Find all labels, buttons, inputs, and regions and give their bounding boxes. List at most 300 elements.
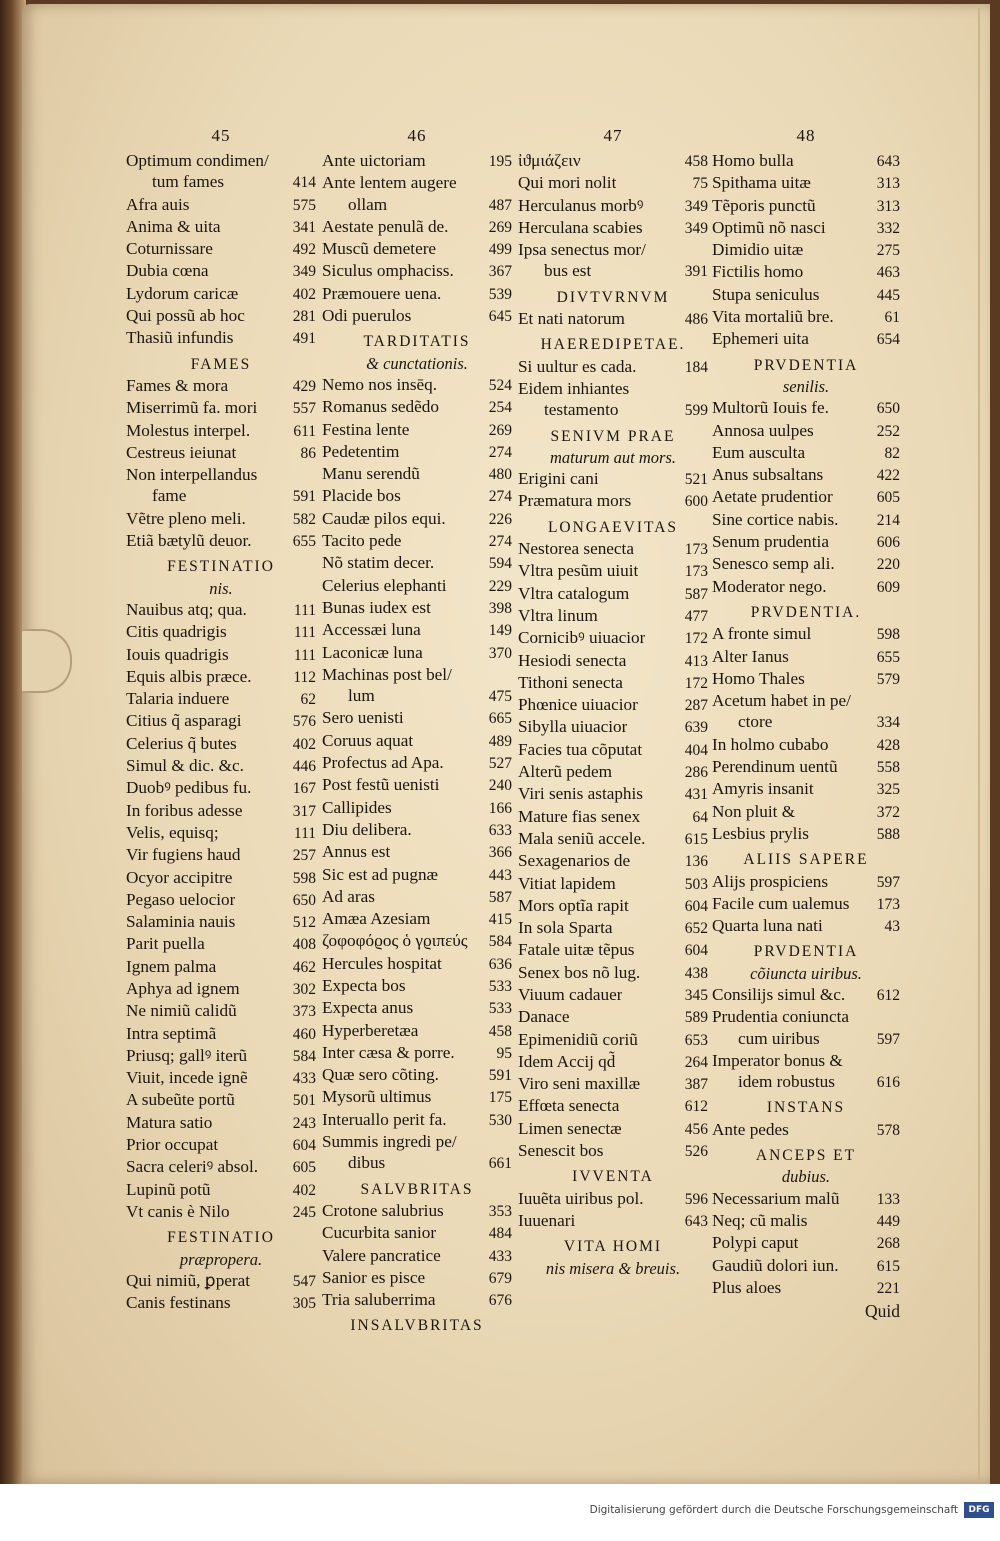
entry-text: Lydorum caricæ bbox=[126, 283, 239, 303]
entry-page-number: 530 bbox=[488, 1111, 512, 1129]
entry-text: Canis festinans bbox=[126, 1293, 231, 1313]
entry-text: Vt canis è Nilo bbox=[126, 1201, 230, 1221]
entry-text: A subeũte portũ bbox=[126, 1090, 235, 1110]
index-entry bbox=[322, 1020, 512, 1042]
entry-text: dibus bbox=[348, 1153, 386, 1173]
index-entry bbox=[518, 378, 708, 399]
index-entry bbox=[322, 730, 512, 752]
entry-page-number: 604 bbox=[684, 942, 708, 960]
entry-text: Sanior es pisce bbox=[322, 1267, 426, 1287]
entry-page-number: 274 bbox=[488, 443, 512, 461]
entry-page-number: 654 bbox=[876, 331, 900, 349]
entry-text: Ignem palma bbox=[126, 956, 217, 976]
entry-page-number: 62 bbox=[300, 691, 316, 709]
index-entry bbox=[322, 1267, 512, 1289]
entry-page-number: 596 bbox=[684, 1190, 708, 1208]
index-entry bbox=[322, 1042, 512, 1064]
entry-text: Vẽtre pleno meli. bbox=[126, 508, 246, 528]
index-entry-continuation bbox=[322, 194, 512, 216]
section-heading: LONGAEVITAS bbox=[547, 518, 679, 536]
entry-page-number: 433 bbox=[488, 1247, 512, 1265]
index-entry-continuation bbox=[518, 399, 708, 421]
page-leaf bbox=[22, 4, 990, 1484]
index-entry bbox=[126, 1201, 316, 1223]
index-entry bbox=[126, 442, 316, 464]
index-entry bbox=[322, 441, 512, 463]
entry-text: Machinas post bel/ bbox=[322, 664, 452, 684]
entry-page-number: 578 bbox=[876, 1121, 900, 1139]
index-entry bbox=[712, 1006, 900, 1027]
entry-text: Etiã bætylũ deuor. bbox=[126, 531, 252, 551]
entry-text: Equis albis præce. bbox=[126, 666, 252, 686]
entry-text: Vitiat lapidem bbox=[518, 873, 616, 893]
index-entry bbox=[518, 716, 708, 738]
entry-page-number: 492 bbox=[292, 241, 316, 259]
entry-page-number: 286 bbox=[684, 764, 708, 782]
index-entry bbox=[126, 599, 316, 621]
index-entry bbox=[126, 621, 316, 643]
index-entry bbox=[712, 284, 900, 306]
entry-text: Annosa uulpes bbox=[712, 420, 814, 440]
entry-page-number: 172 bbox=[684, 630, 708, 648]
entry-page-number: 167 bbox=[292, 780, 316, 798]
index-entry bbox=[126, 710, 316, 732]
index-entry bbox=[322, 953, 512, 975]
index-entry bbox=[518, 672, 708, 694]
entry-text: Cucurbita sanior bbox=[322, 1223, 437, 1243]
index-entry bbox=[322, 797, 512, 819]
entry-page-number: 349 bbox=[684, 197, 708, 215]
entry-page-number: 112 bbox=[293, 668, 316, 686]
entry-page-number: 539 bbox=[488, 285, 512, 303]
entry-text: Nemo nos insēq. bbox=[322, 374, 438, 394]
page-edge bbox=[978, 8, 980, 1488]
entry-text: Valere pancratice bbox=[322, 1245, 441, 1265]
entry-page-number: 431 bbox=[684, 786, 708, 804]
entry-page-number: 612 bbox=[876, 986, 900, 1004]
entry-text: Crotone salubrius bbox=[322, 1200, 444, 1220]
entry-page-number: 136 bbox=[684, 853, 708, 871]
index-entry bbox=[322, 752, 512, 774]
entry-page-number: 221 bbox=[876, 1279, 900, 1297]
entry-text: Intra septimã bbox=[126, 1023, 217, 1043]
index-entry bbox=[322, 597, 512, 619]
entry-page-number: 484 bbox=[488, 1225, 512, 1243]
index-entry bbox=[126, 1089, 316, 1111]
index-entry bbox=[518, 605, 708, 627]
index-column-46 bbox=[322, 122, 512, 1337]
entry-page-number: 402 bbox=[292, 1181, 316, 1199]
entry-page-number: 95 bbox=[496, 1044, 512, 1062]
section-subheading: maturum aut mors. bbox=[549, 447, 677, 467]
index-entry bbox=[322, 619, 512, 641]
entry-text: Herculanus morbꝰ bbox=[518, 195, 644, 215]
index-entry bbox=[322, 238, 512, 260]
index-entry bbox=[126, 464, 316, 485]
entry-text: Mysorũ ultimus bbox=[322, 1087, 432, 1107]
entry-page-number: 111 bbox=[293, 601, 316, 619]
entry-page-number: 275 bbox=[876, 242, 900, 260]
entry-page-number: 503 bbox=[684, 875, 708, 893]
entry-text: lum bbox=[348, 686, 375, 706]
entry-text: ἰϑμιάζειν bbox=[518, 151, 581, 170]
section-heading: INSALVBRITAS bbox=[350, 1317, 484, 1335]
entry-page-number: 391 bbox=[684, 263, 708, 281]
entry-text: Expecta bos bbox=[322, 975, 406, 995]
entry-page-number: 166 bbox=[488, 799, 512, 817]
entry-page-number: 184 bbox=[684, 358, 708, 376]
index-entry bbox=[712, 531, 900, 553]
entry-text: idem robustus bbox=[738, 1072, 835, 1092]
entry-page-number: 173 bbox=[876, 895, 900, 913]
entry-text: Ephemeri uita bbox=[712, 329, 809, 349]
entry-page-number: 655 bbox=[876, 648, 900, 666]
index-entry bbox=[322, 283, 512, 305]
entry-page-number: 370 bbox=[488, 644, 512, 662]
entry-text: Romanus sedẽdo bbox=[322, 397, 439, 417]
index-entry bbox=[712, 734, 900, 756]
entry-page-number: 611 bbox=[293, 422, 316, 440]
entry-page-number: 366 bbox=[488, 844, 512, 862]
entry-page-number: 587 bbox=[488, 888, 512, 906]
entry-page-number: 61 bbox=[884, 309, 900, 327]
entry-page-number: 665 bbox=[488, 710, 512, 728]
entry-page-number: 598 bbox=[876, 626, 900, 644]
entry-page-number: 475 bbox=[488, 688, 512, 706]
section-heading: ANCEPS ET bbox=[755, 1147, 857, 1165]
entry-text: Manu serendũ bbox=[322, 464, 420, 484]
entry-text: Limen senectæ bbox=[518, 1118, 622, 1138]
index-entry bbox=[518, 1029, 708, 1051]
entry-page-number: 645 bbox=[488, 308, 512, 326]
entry-text: Acetum habet in pe/ bbox=[712, 691, 851, 711]
entry-page-number: 512 bbox=[292, 914, 316, 932]
section-heading: FESTINATIO bbox=[167, 558, 275, 576]
index-entry bbox=[126, 1000, 316, 1022]
entry-page-number: 521 bbox=[684, 471, 708, 489]
index-entry bbox=[712, 1210, 900, 1232]
index-entry bbox=[518, 739, 708, 761]
entry-text: Sine cortice nabis. bbox=[712, 509, 839, 529]
index-entry bbox=[712, 823, 900, 845]
entry-text: Bunas iudex est bbox=[322, 597, 431, 617]
index-entry bbox=[322, 1086, 512, 1108]
entry-page-number: 598 bbox=[292, 869, 316, 887]
index-entry bbox=[518, 195, 708, 217]
index-entry bbox=[518, 490, 708, 512]
entry-page-number: 594 bbox=[488, 555, 512, 573]
index-entry bbox=[322, 485, 512, 507]
entry-text: ctore bbox=[738, 712, 773, 732]
section-heading: SALVBRITAS bbox=[360, 1180, 474, 1198]
entry-text: Danace bbox=[518, 1007, 570, 1027]
entry-page-number: 460 bbox=[292, 1025, 316, 1043]
footer-bar bbox=[0, 1484, 1000, 1541]
entry-text: Priusq; gallꝰ iterũ bbox=[126, 1045, 248, 1065]
entry-page-number: 643 bbox=[684, 1212, 708, 1230]
index-entry bbox=[126, 1270, 316, 1292]
section-heading: DIVTVRNVM bbox=[556, 288, 670, 306]
entry-text: Hyperberetæa bbox=[322, 1020, 419, 1040]
entry-page-number: 252 bbox=[876, 422, 900, 440]
entry-text: Muscũ demetere bbox=[322, 239, 437, 259]
index-entry bbox=[126, 978, 316, 1000]
index-entry bbox=[712, 1188, 900, 1210]
index-entry bbox=[712, 576, 900, 598]
index-column-45 bbox=[126, 122, 316, 1314]
entry-text: Celerius elephanti bbox=[322, 575, 447, 595]
index-entry bbox=[518, 1006, 708, 1028]
entry-page-number: 173 bbox=[684, 563, 708, 581]
index-entry bbox=[518, 895, 708, 917]
entry-page-number: 349 bbox=[684, 219, 708, 237]
entry-page-number: 274 bbox=[488, 533, 512, 551]
index-entry-continuation bbox=[712, 1028, 900, 1050]
index-entry bbox=[322, 305, 512, 327]
entry-page-number: 557 bbox=[292, 400, 316, 418]
entry-text: Ipsa senectus mor/ bbox=[518, 240, 646, 260]
entry-page-number: 220 bbox=[876, 556, 900, 574]
entry-text: Thasiũ infundis bbox=[126, 328, 234, 348]
entry-page-number: 606 bbox=[876, 534, 900, 552]
entry-text: Mala seniũ accele. bbox=[518, 828, 646, 848]
entry-page-number: 173 bbox=[684, 541, 708, 559]
entry-page-number: 398 bbox=[488, 599, 512, 617]
entry-page-number: 313 bbox=[876, 175, 900, 193]
index-entry bbox=[518, 239, 708, 260]
entry-text: Erigini cani bbox=[518, 469, 599, 489]
entry-text: Hercules hospitat bbox=[322, 953, 442, 973]
entry-text: Ante lentem augere bbox=[322, 173, 457, 193]
entry-page-number: 414 bbox=[292, 174, 316, 192]
index-entry bbox=[322, 864, 512, 886]
entry-text: Præmatura mors bbox=[518, 491, 632, 511]
entry-text: Spithama uitæ bbox=[712, 173, 811, 193]
index-entry-continuation bbox=[518, 260, 708, 282]
index-entry bbox=[712, 893, 900, 915]
entry-page-number: 214 bbox=[876, 511, 900, 529]
entry-page-number: 269 bbox=[488, 218, 512, 236]
entry-text: Non interpellandus bbox=[126, 465, 258, 485]
entry-page-number: 245 bbox=[292, 1203, 316, 1221]
index-entry-continuation bbox=[712, 711, 900, 733]
index-entry bbox=[126, 933, 316, 955]
index-entry bbox=[126, 956, 316, 978]
entry-text: Facies tua cõputat bbox=[518, 739, 643, 759]
column-number: 47 bbox=[603, 126, 623, 145]
entry-text: Afra auis bbox=[126, 194, 190, 214]
entry-page-number: 588 bbox=[876, 825, 900, 843]
entry-page-number: 149 bbox=[488, 622, 512, 640]
section-heading: FAMES bbox=[190, 355, 252, 373]
index-entry-continuation bbox=[126, 485, 316, 507]
entry-page-number: 600 bbox=[684, 493, 708, 511]
entry-text: Eidem inhiantes bbox=[518, 378, 630, 398]
index-entry bbox=[712, 486, 900, 508]
entry-text: Herculana scabies bbox=[518, 217, 643, 237]
index-entry bbox=[322, 908, 512, 930]
entry-page-number: 268 bbox=[876, 1235, 900, 1253]
index-entry bbox=[518, 468, 708, 490]
entry-text: Neq; cũ malis bbox=[712, 1210, 808, 1230]
entry-text: Accessæi luna bbox=[322, 620, 421, 640]
entry-text: Laconicæ luna bbox=[322, 642, 423, 662]
index-entry bbox=[322, 1222, 512, 1244]
entry-text: Iuuenari bbox=[518, 1210, 576, 1230]
entry-page-number: 584 bbox=[488, 933, 512, 951]
entry-page-number: 372 bbox=[876, 803, 900, 821]
index-entry bbox=[126, 216, 316, 238]
entry-page-number: 449 bbox=[876, 1212, 900, 1230]
entry-text: Caudæ pilos equi. bbox=[322, 508, 446, 528]
entry-text: Consilijs simul &c. bbox=[712, 984, 846, 1004]
index-entry bbox=[712, 646, 900, 668]
index-entry bbox=[518, 962, 708, 984]
entry-text: Mature fias senex bbox=[518, 806, 641, 826]
entry-text: Duobꝰ pedibus fu. bbox=[126, 778, 252, 798]
entry-text: Viri senis astaphis bbox=[518, 784, 643, 804]
entry-page-number: 655 bbox=[292, 533, 316, 551]
entry-text: Summis ingredi pe/ bbox=[322, 1132, 457, 1152]
entry-page-number: 413 bbox=[684, 652, 708, 670]
entry-text: A fronte simul bbox=[712, 624, 812, 644]
index-entry bbox=[126, 911, 316, 933]
entry-text: Velis, equisq; bbox=[126, 822, 219, 842]
page-tab-marker bbox=[22, 629, 72, 693]
index-entry bbox=[518, 939, 708, 961]
entry-text: Coruus aquat bbox=[322, 730, 414, 750]
entry-text: Phœnice uiuacior bbox=[518, 695, 638, 715]
entry-page-number: 477 bbox=[684, 607, 708, 625]
entry-text: Polypi caput bbox=[712, 1233, 799, 1253]
catchword: Quid bbox=[865, 1301, 900, 1322]
entry-page-number: 486 bbox=[684, 311, 708, 329]
index-entry bbox=[518, 873, 708, 895]
entry-text: Plus aloes bbox=[712, 1277, 782, 1297]
entry-page-number: 43 bbox=[884, 918, 900, 936]
index-entry bbox=[126, 260, 316, 282]
index-entry bbox=[126, 508, 316, 530]
entry-text: Molestus interpel. bbox=[126, 420, 251, 440]
index-entry bbox=[518, 150, 708, 172]
section-subheading: dubius. bbox=[781, 1167, 831, 1187]
index-entry bbox=[322, 975, 512, 997]
entry-text: Amyris insanit bbox=[712, 779, 814, 799]
index-entry bbox=[322, 1200, 512, 1222]
index-entry bbox=[126, 1179, 316, 1201]
entry-page-number: 415 bbox=[488, 911, 512, 929]
index-entry bbox=[518, 1073, 708, 1095]
index-entry bbox=[518, 984, 708, 1006]
entry-text: Talaria induere bbox=[126, 689, 230, 709]
entry-text: Parit puella bbox=[126, 934, 205, 954]
entry-text: Tithoni senecta bbox=[518, 672, 623, 692]
entry-page-number: 408 bbox=[292, 936, 316, 954]
entry-text: Vltra pesũm uiuit bbox=[518, 561, 639, 581]
index-entry bbox=[126, 530, 316, 552]
entry-page-number: 373 bbox=[292, 1003, 316, 1021]
entry-page-number: 636 bbox=[488, 955, 512, 973]
entry-page-number: 487 bbox=[488, 196, 512, 214]
index-entry bbox=[322, 216, 512, 238]
entry-page-number: 591 bbox=[488, 1067, 512, 1085]
index-entry bbox=[322, 997, 512, 1019]
entry-text: Siculus omphaciss. bbox=[322, 261, 454, 281]
index-entry bbox=[518, 356, 708, 378]
entry-text: Iuuẽta uiribus pol. bbox=[518, 1188, 644, 1208]
index-entry bbox=[126, 1134, 316, 1156]
entry-text: Senesco semp ali. bbox=[712, 554, 835, 574]
entry-text: Callipides bbox=[322, 797, 392, 817]
entry-text: Anima & uita bbox=[126, 216, 221, 236]
entry-text: Optimum condimen/ bbox=[126, 151, 269, 170]
entry-text: Homo bulla bbox=[712, 151, 794, 170]
entry-text: Matura satio bbox=[126, 1112, 213, 1132]
index-entry bbox=[126, 644, 316, 666]
index-entry-continuation bbox=[126, 171, 316, 193]
index-entry bbox=[518, 1140, 708, 1162]
entry-page-number: 582 bbox=[292, 510, 316, 528]
entry-text: Et nati natorum bbox=[518, 309, 625, 329]
index-entry bbox=[126, 867, 316, 889]
entry-page-number: 243 bbox=[292, 1114, 316, 1132]
entry-text: Citius q̃ asparagi bbox=[126, 711, 242, 731]
entry-text: Nauibus atq; qua. bbox=[126, 599, 247, 619]
section-heading: FESTINATIO bbox=[167, 1229, 275, 1247]
entry-text: Anus subsaltans bbox=[712, 465, 824, 485]
index-entry bbox=[712, 195, 900, 217]
entry-page-number: 111 bbox=[293, 624, 316, 642]
index-entry bbox=[712, 1050, 900, 1071]
column-number: 45 bbox=[211, 126, 231, 145]
index-entry bbox=[322, 1245, 512, 1267]
entry-page-number: 111 bbox=[293, 646, 316, 664]
entry-page-number: 579 bbox=[876, 670, 900, 688]
entry-page-number: 462 bbox=[292, 958, 316, 976]
section-heading: ALIIS SAPERE bbox=[743, 851, 869, 869]
index-entry bbox=[126, 733, 316, 755]
entry-text: Festina lente bbox=[322, 419, 410, 439]
entry-text: Aestate penulã de. bbox=[322, 216, 449, 236]
entry-page-number: 402 bbox=[292, 735, 316, 753]
section-subheading: præpropera. bbox=[179, 1249, 263, 1269]
index-entry-continuation bbox=[322, 1152, 512, 1174]
entry-page-number: 438 bbox=[684, 964, 708, 982]
index-entry bbox=[712, 1255, 900, 1277]
entry-text: Senescit bos bbox=[518, 1141, 604, 1161]
entry-page-number: 456 bbox=[684, 1120, 708, 1138]
entry-text: Annus est bbox=[322, 842, 391, 862]
entry-text: Non pluit & bbox=[712, 801, 796, 821]
entry-text: Multorũ Iouis fe. bbox=[712, 398, 829, 418]
entry-text: Moderator nego. bbox=[712, 576, 827, 596]
index-entry bbox=[322, 1289, 512, 1311]
entry-text: Eum ausculta bbox=[712, 442, 806, 462]
entry-page-number: 589 bbox=[684, 1009, 708, 1027]
index-entry bbox=[322, 664, 512, 685]
entry-text: Prior occupat bbox=[126, 1135, 219, 1155]
entry-text: Viro seni maxillæ bbox=[518, 1074, 641, 1094]
index-entry bbox=[322, 707, 512, 729]
entry-text: Coturnissare bbox=[126, 239, 213, 259]
entry-page-number: 111 bbox=[293, 824, 316, 842]
entry-page-number: 679 bbox=[488, 1269, 512, 1287]
index-entry bbox=[712, 150, 900, 172]
index-entry bbox=[126, 420, 316, 442]
index-entry bbox=[712, 801, 900, 823]
entry-text: Amæa Azesiam bbox=[322, 909, 431, 929]
entry-page-number: 334 bbox=[876, 714, 900, 732]
